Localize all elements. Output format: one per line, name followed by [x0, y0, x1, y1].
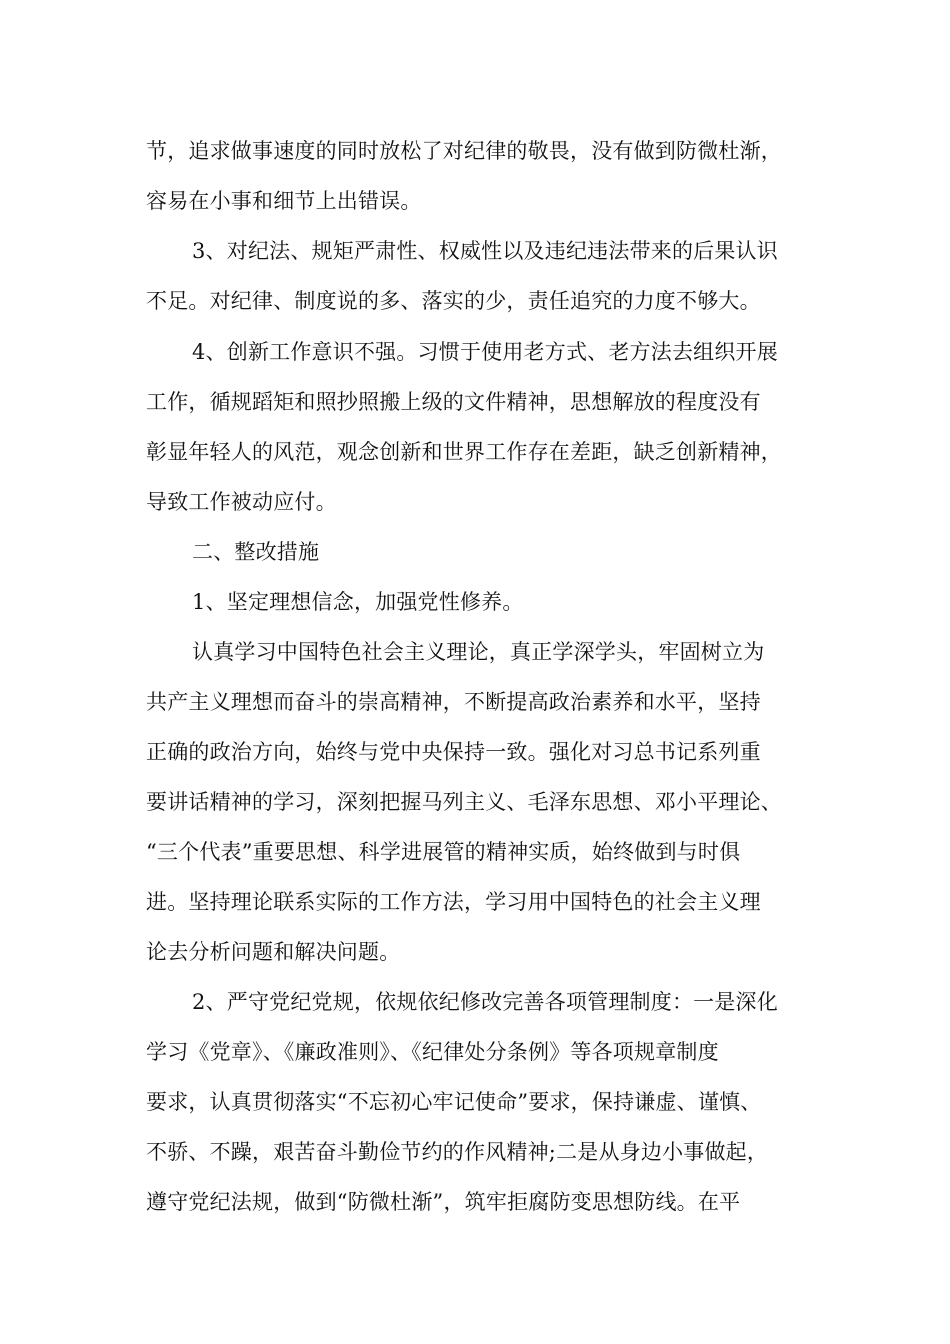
text-line: 遵守党纪法规，做到“防微杜渐”，筑牢拒腐防变思想防线。在平: [146, 1190, 741, 1214]
text-line: 彰显年轻人的风范，观念创新和世界工作存在差距，缺乏创新精神，: [146, 440, 782, 464]
text-line: 要讲话精神的学习，深刻把握马列主义、毛泽东思想、邓小平理论、: [146, 790, 782, 814]
text-line: 节，追求做事速度的同时放松了对纪律的敬畏，没有做到防微杜渐，: [146, 139, 782, 163]
text-line: 不足。对纪律、制度说的多、落实的少，责任追究的力度不够大。: [146, 289, 761, 313]
subsection-heading: 1、坚定理想信念，加强党性修养。: [192, 590, 524, 614]
text-line: “三个代表”重要思想、科学进展管的精神实质，始终做到与时俱: [146, 840, 741, 864]
text-line: 工作，循规蹈矩和照抄照搬上级的文件精神，思想解放的程度没有: [146, 390, 761, 414]
text-line: 容易在小事和细节上出错误。: [146, 189, 422, 213]
text-line: 正确的政治方向，始终与党中央保持一致。强化对习总书记系列重: [146, 740, 761, 764]
text-line: 进。坚持理论联系实际的工作方法，学习用中国特色的社会主义理: [146, 890, 761, 914]
paragraph-start-line: 认真学习中国特色社会主义理论，真正学深学头，牢固树立为: [192, 640, 765, 664]
text-line: 不骄、不躁，艰苦奋斗勤俭节约的作风精神;二是从身边小事做起，: [146, 1140, 769, 1164]
paragraph-start-line: 2、严守党纪党规，依规依纪修改完善各项管理制度：一是深化: [192, 990, 778, 1014]
text-line: 论去分析问题和解决问题。: [146, 940, 401, 964]
text-line: 共产主义理想而奋斗的崇高精神，不断提高政治素养和水平，坚持: [146, 690, 761, 714]
paragraph-start-line: 4、创新工作意识不强。习惯于使用老方式、老方法去组织开展: [192, 340, 778, 364]
text-line: 要求，认真贯彻落实“不忘初心牢记使命”要求，保持谦虚、谨慎、: [146, 1090, 762, 1114]
text-line: 导致工作被动应付。: [146, 490, 337, 514]
section-heading: 二、整改措施: [192, 540, 320, 564]
text-line: 学习《党章》、《廉政准则》、《纪律处分条例》等各项规章制度: [146, 1040, 719, 1064]
paragraph-start-line: 3、对纪法、规矩严肃性、权威性以及违纪违法带来的后果认识: [192, 239, 778, 263]
